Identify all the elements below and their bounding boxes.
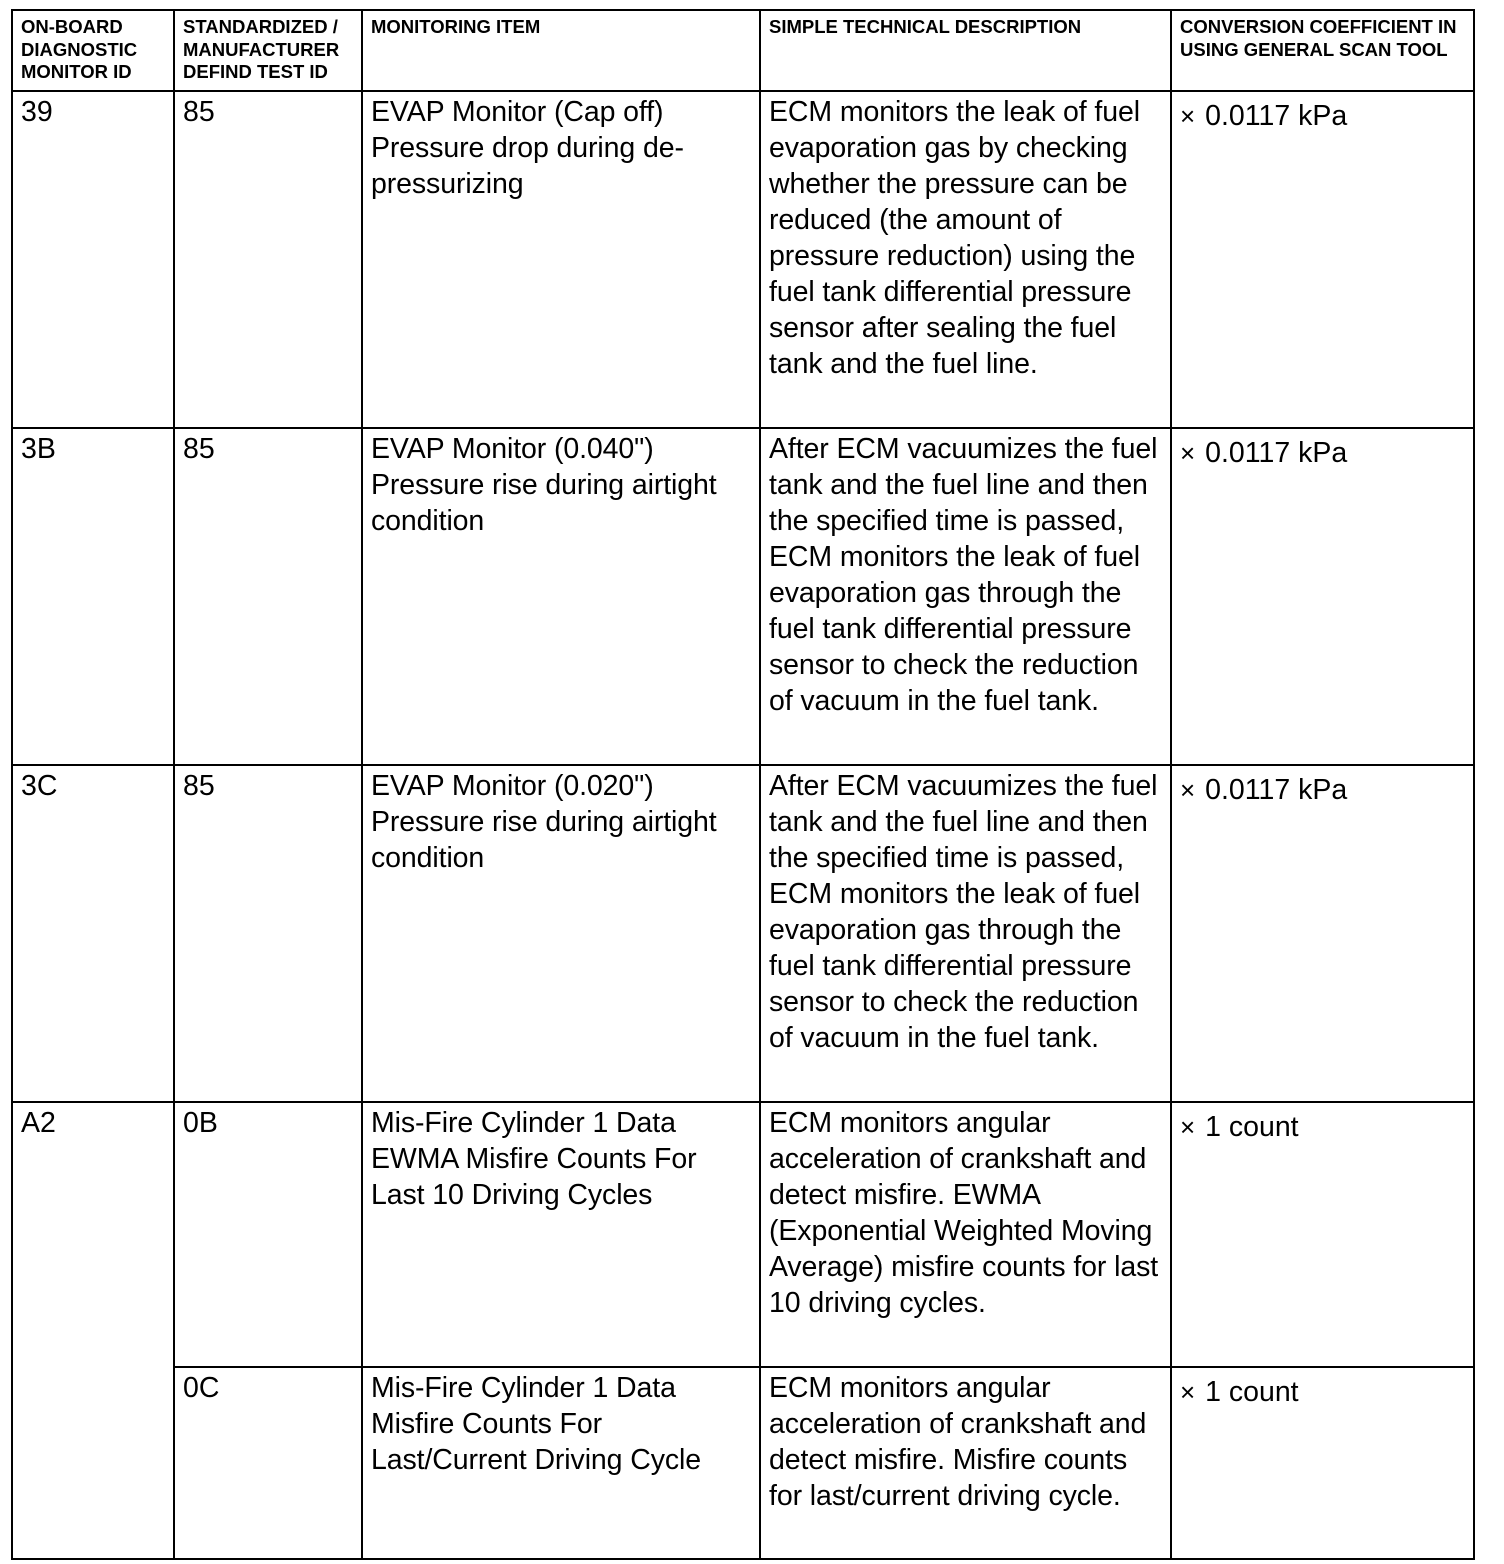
coefficient-value: 0.0117 kPa bbox=[1205, 774, 1348, 806]
description-cell: ECM monitors angular acceleration of crankshaft and detect misfire. Misfire counts for last/current driving cycle. bbox=[760, 1367, 1171, 1559]
coefficient-cell bbox=[1171, 91, 1474, 428]
table-row bbox=[12, 428, 1474, 765]
test-id-cell: 85 bbox=[174, 91, 362, 428]
description-cell: After ECM vacuumizes the fuel tank and the fuel line and then the specified time is passed, ECM monitors the leak of fuel evaporation gas through the fuel tank differential pressure sensor to check the reduction of vacuum in the fuel tank. bbox=[760, 765, 1171, 1102]
monitor-id-cell: 39 bbox=[12, 91, 174, 428]
monitoring-item-cell: EVAP Monitor (0.040") Pressure rise during airtight condition bbox=[362, 428, 760, 765]
multiply-symbol: × bbox=[1180, 775, 1196, 805]
coefficient-value: 1 count bbox=[1205, 1111, 1299, 1143]
monitor-id-cell: A2 bbox=[12, 1102, 174, 1559]
monitoring-item-cell: Mis-Fire Cylinder 1 Data Misfire Counts For Last/Current Driving Cycle bbox=[362, 1367, 760, 1559]
test-id-cell: 85 bbox=[174, 765, 362, 1102]
header-monitor-id: ON-BOARD DIAGNOSTIC MONITOR ID bbox=[12, 10, 174, 91]
table-row bbox=[12, 91, 1474, 428]
header-test-id: STANDARDIZED / MANUFACTURER DEFIND TEST ID bbox=[174, 10, 362, 91]
test-id-cell: 85 bbox=[174, 428, 362, 765]
table-row bbox=[12, 765, 1474, 1102]
multiply-symbol: × bbox=[1180, 438, 1196, 468]
monitoring-item-cell: Mis-Fire Cylinder 1 Data EWMA Misfire Counts For Last 10 Driving Cycles bbox=[362, 1102, 760, 1367]
test-id-cell: 0C bbox=[174, 1367, 362, 1559]
multiply-symbol: × bbox=[1180, 1112, 1196, 1142]
test-id-cell: 0B bbox=[174, 1102, 362, 1367]
description-cell: After ECM vacuumizes the fuel tank and the fuel line and then the specified time is passed, ECM monitors the leak of fuel evaporation gas through the fuel tank differential pressure sensor to check the reduction of vacuum in the fuel tank. bbox=[760, 428, 1171, 765]
table-row bbox=[12, 1102, 1474, 1367]
coefficient-value: 1 count bbox=[1205, 1376, 1299, 1408]
header-monitoring-item: MONITORING ITEM bbox=[362, 10, 760, 91]
monitoring-item-cell: EVAP Monitor (Cap off) Pressure drop during de-pressurizing bbox=[362, 91, 760, 428]
coefficient-value: 0.0117 kPa bbox=[1205, 437, 1348, 469]
coefficient-cell bbox=[1171, 1367, 1474, 1559]
multiply-symbol: × bbox=[1180, 101, 1196, 131]
monitor-id-cell: 3B bbox=[12, 428, 174, 765]
coefficient-cell bbox=[1171, 1102, 1474, 1367]
monitoring-item-cell: EVAP Monitor (0.020") Pressure rise during airtight condition bbox=[362, 765, 760, 1102]
coefficient-cell bbox=[1171, 765, 1474, 1102]
table-row bbox=[12, 1367, 1474, 1559]
monitor-id-cell: 3C bbox=[12, 765, 174, 1102]
description-cell: ECM monitors angular acceleration of crankshaft and detect misfire. EWMA (Exponential Weighted Moving Average) misfire counts for last 10 driving cycles. bbox=[760, 1102, 1171, 1367]
table-header-row bbox=[12, 10, 1474, 91]
header-description: SIMPLE TECHNICAL DESCRIPTION bbox=[760, 10, 1171, 91]
coefficient-value: 0.0117 kPa bbox=[1205, 100, 1348, 132]
description-cell: ECM monitors the leak of fuel evaporation gas by checking whether the pressure can be reduced (the amount of pressure reduction) using the fuel tank differential pressure sensor after sealing the fuel tank and the fuel line. bbox=[760, 91, 1171, 428]
header-conversion-coefficient: CONVERSION COEFFICIENT IN USING GENERAL SCAN TOOL bbox=[1171, 10, 1474, 91]
coefficient-cell bbox=[1171, 428, 1474, 765]
multiply-symbol: × bbox=[1180, 1377, 1196, 1407]
monitor-data-table bbox=[11, 9, 1475, 1560]
